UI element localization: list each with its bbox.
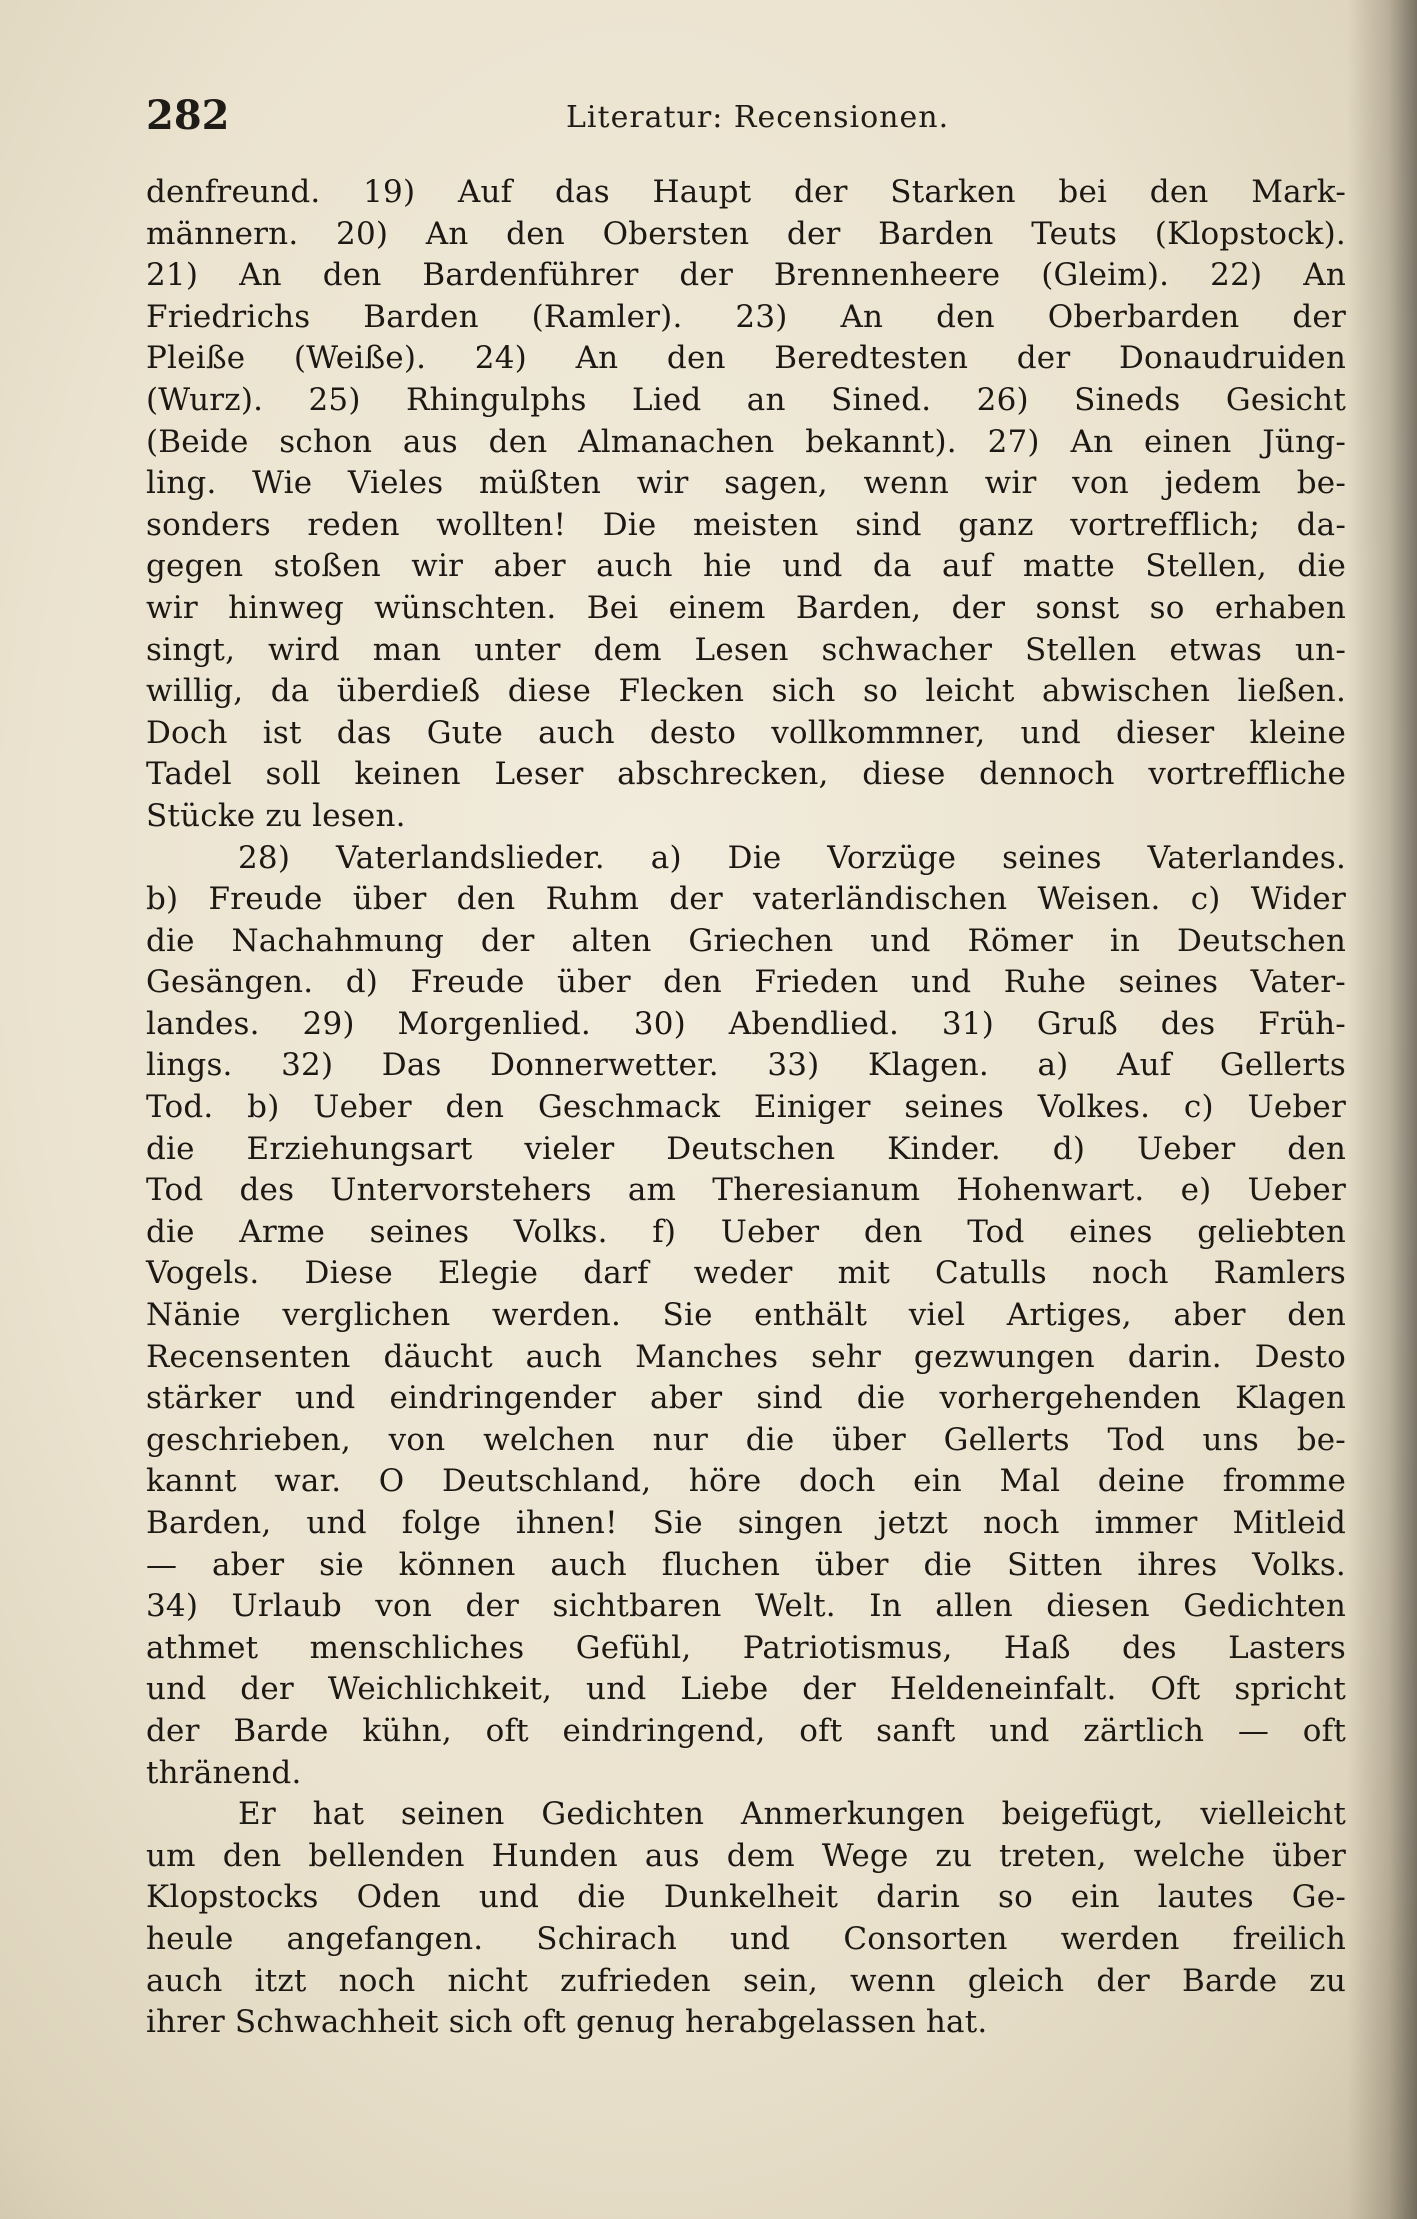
text-line: stärker und eindringender aber sind die vorhergehenden Klagen (146, 1380, 1346, 1417)
text-line: die Nachahmung der alten Griechen und Römer in Deutschen (146, 922, 1346, 959)
text-line: Friedrichs Barden (Ramler). 23) An den Oberbarden der (146, 298, 1346, 335)
text-line: Stücke zu lesen. (146, 797, 406, 834)
text-line: thränend. (146, 1754, 302, 1791)
body-text (146, 172, 1346, 2044)
text-line: 34) Urlaub von der sichtbaren Welt. In allen diesen Gedichten (146, 1588, 1346, 1625)
text-line: um den bellenden Hunden aus dem Wege zu treten, welche über (146, 1837, 1346, 1874)
text-line: sonders reden wollten! Die meisten sind ganz vortrefflich; da- (146, 506, 1346, 543)
text-line: denfreund. 19) Auf das Haupt der Starken bei den Mark- (146, 174, 1346, 210)
text-line: Recensenten däucht auch Manches sehr gezwungen darin. Desto (146, 1338, 1346, 1375)
page-header (146, 92, 1346, 152)
text-line: (Beide schon aus den Almanachen bekannt). 27) An einen Jüng- (146, 423, 1346, 460)
text-line: die Arme seines Volks. f) Ueber den Tod eines geliebten (146, 1213, 1346, 1250)
text-line: gegen stoßen wir aber auch hie und da auf matte Stellen, die (146, 548, 1346, 585)
page-number: 282 (146, 92, 230, 139)
text-line: 28) Vaterlandslieder. a) Die Vorzüge seines Vaterlandes. (238, 839, 1346, 876)
text-line: willig, da überdieß diese Flecken sich so leicht abwischen ließen. (146, 673, 1346, 710)
text-line: auch itzt noch nicht zufrieden sein, wenn gleich der Barde zu (146, 1962, 1346, 1999)
text-line: kannt war. O Deutschland, höre doch ein Mal deine fromme (146, 1463, 1346, 1500)
text-line: wir hinweg wünschten. Bei einem Barden, der sonst so erhaben (146, 589, 1346, 626)
text-line: lings. 32) Das Donnerwetter. 33) Klagen. a) Auf Gellerts (146, 1047, 1346, 1084)
text-line: Tod des Untervorstehers am Theresianum Hohenwart. e) Ueber (146, 1172, 1346, 1209)
text-line: Gesängen. d) Freude über den Frieden und Ruhe seines Vater- (146, 964, 1346, 1001)
text-line: Vogels. Diese Elegie darf weder mit Catulls noch Ramlers (146, 1255, 1346, 1292)
text-line: landes. 29) Morgenlied. 30) Abendlied. 31) Gruß des Früh- (146, 1005, 1346, 1042)
text-line: 21) An den Bardenführer der Brennenheere (Gleim). 22) An (146, 257, 1346, 294)
text-line: ling. Wie Vieles müßten wir sagen, wenn wir von jedem be- (146, 465, 1346, 502)
text-line: Doch ist das Gute auch desto vollkommner, und dieser kleine (146, 714, 1346, 751)
text-line: Tadel soll keinen Leser abschrecken, diese dennoch vortreffliche (146, 756, 1346, 793)
text-line: der Barde kühn, oft eindringend, oft sanft und zärtlich — oft (146, 1712, 1346, 1749)
text-line: männern. 20) An den Obersten der Barden Teuts (Klopstock). (146, 215, 1346, 252)
running-title: Literatur: Recensionen. (566, 100, 950, 135)
text-line: Nänie verglichen werden. Sie enthält viel Artiges, aber den (146, 1297, 1346, 1334)
text-line: singt, wird man unter dem Lesen schwacher Stellen etwas un- (146, 631, 1346, 668)
text-line: Klopstocks Oden und die Dunkelheit darin so ein lautes Ge- (146, 1879, 1346, 1916)
binding-shadow (1347, 0, 1417, 2219)
text-line: heule angefangen. Schirach und Consorten werden freilich (146, 1920, 1346, 1957)
text-line: ihrer Schwachheit sich oft genug herabgelassen hat. (146, 2004, 988, 2041)
text-line: und der Weichlichkeit, und Liebe der Heldeneinfalt. Oft spricht (146, 1671, 1346, 1708)
text-line: Tod. b) Ueber den Geschmack Einiger seines Volkes. c) Ueber (146, 1089, 1346, 1126)
text-line: Er hat seinen Gedichten Anmerkungen beigefügt, vielleicht (238, 1796, 1346, 1833)
text-line: — aber sie können auch fluchen über die Sitten ihres Volks. (146, 1546, 1346, 1583)
text-line: geschrieben, von welchen nur die über Gellerts Tod uns be- (146, 1421, 1346, 1458)
text-line: b) Freude über den Ruhm der vaterländischen Weisen. c) Wider (146, 881, 1346, 918)
text-line: Barden, und folge ihnen! Sie singen jetzt noch immer Mitleid (146, 1505, 1346, 1541)
text-line: Pleiße (Weiße). 24) An den Beredtesten der Donaudruiden (146, 340, 1346, 377)
text-line: die Erziehungsart vieler Deutschen Kinder. d) Ueber den (146, 1130, 1346, 1167)
text-line: athmet menschliches Gefühl, Patriotismus, Haß des Lasters (146, 1629, 1346, 1666)
text-line: (Wurz). 25) Rhingulphs Lied an Sined. 26) Sineds Gesicht (146, 381, 1346, 418)
